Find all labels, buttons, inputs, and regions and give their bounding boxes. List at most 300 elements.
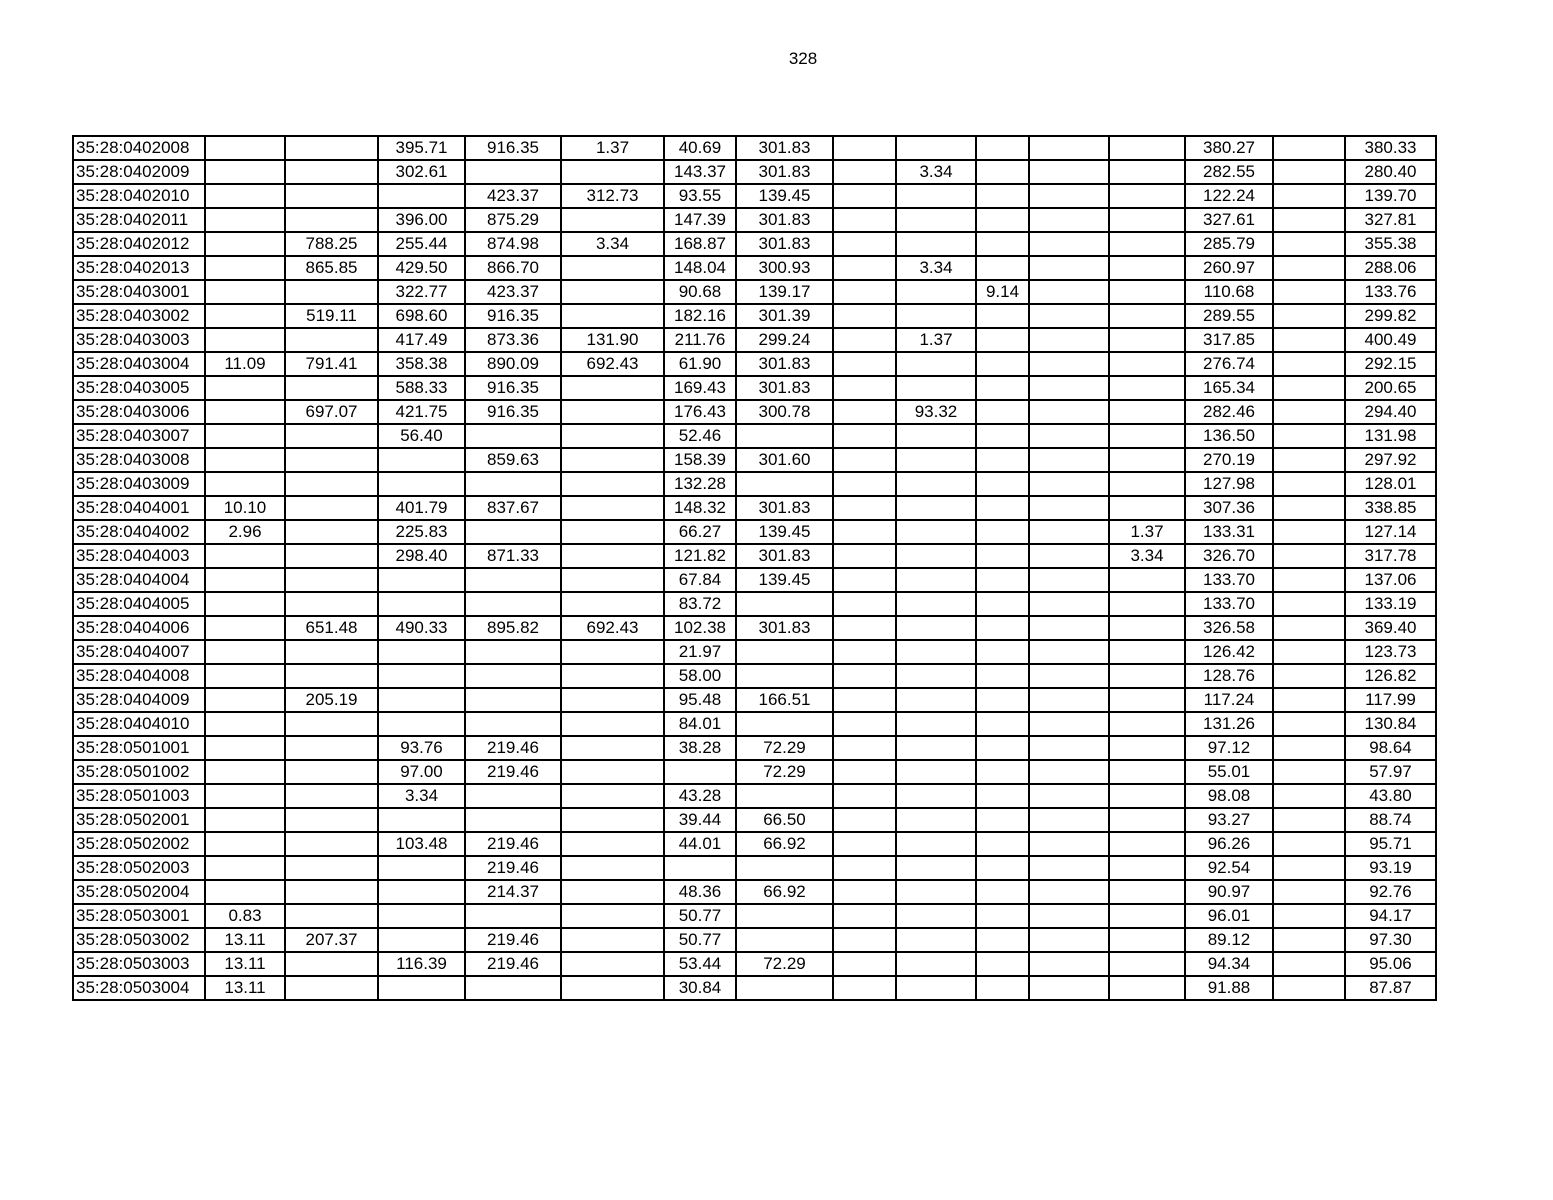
table-cell xyxy=(976,664,1029,688)
table-cell: 158.39 xyxy=(664,448,736,472)
table-cell xyxy=(976,208,1029,232)
table-cell: 13.11 xyxy=(205,952,285,976)
table-cell xyxy=(1109,880,1185,904)
table-row xyxy=(73,664,1436,688)
table-cell xyxy=(561,448,664,472)
table-cell: 423.37 xyxy=(465,184,561,208)
table-cell xyxy=(1109,760,1185,784)
table-cell xyxy=(896,448,976,472)
table-row xyxy=(73,352,1436,376)
table-cell xyxy=(1029,304,1109,328)
table-cell: 133.31 xyxy=(1185,520,1273,544)
table-cell: 200.65 xyxy=(1345,376,1436,400)
table-cell xyxy=(205,568,285,592)
table-cell xyxy=(465,808,561,832)
table-cell xyxy=(561,568,664,592)
table-cell xyxy=(561,544,664,568)
table-cell xyxy=(1273,376,1345,400)
table-cell xyxy=(1273,424,1345,448)
table-cell xyxy=(1109,328,1185,352)
table-row xyxy=(73,376,1436,400)
table-row xyxy=(73,544,1436,568)
table-cell xyxy=(1109,976,1185,1000)
table-cell xyxy=(736,976,833,1000)
table-row xyxy=(73,952,1436,976)
table-cell xyxy=(1109,376,1185,400)
table-cell xyxy=(1029,952,1109,976)
table-cell xyxy=(1029,472,1109,496)
table-cell xyxy=(205,880,285,904)
parcel-id-cell: 35:28:0403008 xyxy=(73,448,205,472)
table-cell xyxy=(285,952,378,976)
table-cell: 66.92 xyxy=(736,832,833,856)
table-cell xyxy=(285,856,378,880)
table-cell: 299.82 xyxy=(1345,304,1436,328)
table-cell xyxy=(1109,664,1185,688)
table-cell: 148.04 xyxy=(664,256,736,280)
table-cell: 57.97 xyxy=(1345,760,1436,784)
table-cell: 94.34 xyxy=(1185,952,1273,976)
table-cell: 859.63 xyxy=(465,448,561,472)
table-cell xyxy=(561,520,664,544)
table-cell xyxy=(1029,784,1109,808)
table-cell xyxy=(205,616,285,640)
table-cell xyxy=(1109,736,1185,760)
table-cell: 219.46 xyxy=(465,736,561,760)
table-cell xyxy=(833,712,896,736)
table-cell: 301.83 xyxy=(736,544,833,568)
table-cell xyxy=(561,760,664,784)
table-cell xyxy=(1109,904,1185,928)
table-cell xyxy=(465,784,561,808)
table-cell: 116.39 xyxy=(378,952,465,976)
table-cell: 299.24 xyxy=(736,328,833,352)
table-cell: 423.37 xyxy=(465,280,561,304)
table-cell: 72.29 xyxy=(736,736,833,760)
table-cell: 43.80 xyxy=(1345,784,1436,808)
table-cell: 52.46 xyxy=(664,424,736,448)
parcel-id-cell: 35:28:0501001 xyxy=(73,736,205,760)
table-cell xyxy=(205,808,285,832)
table-cell xyxy=(1273,232,1345,256)
table-cell xyxy=(976,712,1029,736)
table-cell: 117.24 xyxy=(1185,688,1273,712)
table-cell xyxy=(1029,208,1109,232)
table-cell xyxy=(1273,448,1345,472)
table-cell: 338.85 xyxy=(1345,496,1436,520)
table-cell: 3.34 xyxy=(378,784,465,808)
table-cell xyxy=(561,208,664,232)
parcel-id-cell: 35:28:0502004 xyxy=(73,880,205,904)
table-cell: 43.28 xyxy=(664,784,736,808)
table-cell: 317.85 xyxy=(1185,328,1273,352)
table-cell xyxy=(1029,928,1109,952)
table-cell xyxy=(561,976,664,1000)
table-cell xyxy=(736,784,833,808)
table-cell: 837.67 xyxy=(465,496,561,520)
table-cell xyxy=(561,928,664,952)
table-cell xyxy=(976,448,1029,472)
table-cell xyxy=(1109,928,1185,952)
table-cell: 301.60 xyxy=(736,448,833,472)
table-cell xyxy=(1273,688,1345,712)
parcel-id-cell: 35:28:0404008 xyxy=(73,664,205,688)
table-cell: 97.00 xyxy=(378,760,465,784)
table-row xyxy=(73,280,1436,304)
table-cell: 317.78 xyxy=(1345,544,1436,568)
table-cell: 219.46 xyxy=(465,928,561,952)
table-cell xyxy=(833,328,896,352)
table-cell xyxy=(1029,496,1109,520)
parcel-id-cell: 35:28:0402011 xyxy=(73,208,205,232)
table-cell: 10.10 xyxy=(205,496,285,520)
table-cell xyxy=(378,472,465,496)
table-cell: 176.43 xyxy=(664,400,736,424)
table-cell: 692.43 xyxy=(561,616,664,640)
table-cell xyxy=(465,712,561,736)
table-row xyxy=(73,472,1436,496)
table-cell xyxy=(285,568,378,592)
parcel-id-cell: 35:28:0501003 xyxy=(73,784,205,808)
table-cell xyxy=(833,472,896,496)
table-cell: 298.40 xyxy=(378,544,465,568)
table-cell xyxy=(285,808,378,832)
table-cell xyxy=(1029,568,1109,592)
table-cell: 207.37 xyxy=(285,928,378,952)
table-cell xyxy=(833,784,896,808)
table-cell: 132.28 xyxy=(664,472,736,496)
table-cell xyxy=(285,424,378,448)
table-cell xyxy=(205,784,285,808)
table-row xyxy=(73,736,1436,760)
parcel-id-cell: 35:28:0403004 xyxy=(73,352,205,376)
table-cell xyxy=(205,712,285,736)
table-row xyxy=(73,760,1436,784)
table-cell xyxy=(561,472,664,496)
table-cell xyxy=(1109,592,1185,616)
table-cell: 66.92 xyxy=(736,880,833,904)
table-cell: 871.33 xyxy=(465,544,561,568)
table-cell xyxy=(896,136,976,160)
table-cell xyxy=(896,544,976,568)
table-cell xyxy=(1273,760,1345,784)
table-cell xyxy=(378,856,465,880)
table-cell xyxy=(205,544,285,568)
table-cell: 301.83 xyxy=(736,136,833,160)
table-cell xyxy=(205,424,285,448)
table-cell xyxy=(976,472,1029,496)
table-cell xyxy=(976,736,1029,760)
table-cell xyxy=(896,928,976,952)
table-cell xyxy=(465,904,561,928)
table-cell xyxy=(1029,664,1109,688)
table-cell: 133.70 xyxy=(1185,592,1273,616)
table-cell xyxy=(1029,592,1109,616)
table-cell xyxy=(561,712,664,736)
table-cell xyxy=(1273,328,1345,352)
table-cell xyxy=(833,544,896,568)
table-cell: 166.51 xyxy=(736,688,833,712)
table-cell xyxy=(833,352,896,376)
table-cell: 98.64 xyxy=(1345,736,1436,760)
table-cell: 301.83 xyxy=(736,496,833,520)
table-cell: 301.83 xyxy=(736,208,833,232)
table-cell xyxy=(205,232,285,256)
table-cell xyxy=(1109,280,1185,304)
table-cell xyxy=(1109,808,1185,832)
table-cell xyxy=(976,304,1029,328)
table-cell xyxy=(833,592,896,616)
table-cell xyxy=(976,256,1029,280)
table-cell xyxy=(896,832,976,856)
table-cell xyxy=(285,880,378,904)
table-cell xyxy=(205,688,285,712)
table-cell xyxy=(1273,784,1345,808)
table-cell xyxy=(285,184,378,208)
table-cell xyxy=(1273,616,1345,640)
table-cell: 300.78 xyxy=(736,400,833,424)
table-body xyxy=(73,136,1436,1000)
table-cell: 139.17 xyxy=(736,280,833,304)
table-cell: 395.71 xyxy=(378,136,465,160)
table-cell xyxy=(976,160,1029,184)
parcel-id-cell: 35:28:0403009 xyxy=(73,472,205,496)
table-cell: 72.29 xyxy=(736,760,833,784)
table-cell xyxy=(561,640,664,664)
table-cell: 67.84 xyxy=(664,568,736,592)
table-cell xyxy=(1109,160,1185,184)
table-cell: 103.48 xyxy=(378,832,465,856)
table-cell xyxy=(205,328,285,352)
table-cell: 873.36 xyxy=(465,328,561,352)
table-cell xyxy=(1029,712,1109,736)
table-cell xyxy=(285,448,378,472)
table-cell: 282.46 xyxy=(1185,400,1273,424)
table-row xyxy=(73,448,1436,472)
table-cell xyxy=(976,856,1029,880)
table-cell: 128.76 xyxy=(1185,664,1273,688)
parcel-id-cell: 35:28:0404006 xyxy=(73,616,205,640)
table-cell: 219.46 xyxy=(465,856,561,880)
table-cell xyxy=(378,808,465,832)
table-cell xyxy=(1029,688,1109,712)
table-cell: 369.40 xyxy=(1345,616,1436,640)
table-cell xyxy=(736,664,833,688)
table-cell xyxy=(285,736,378,760)
table-cell xyxy=(205,448,285,472)
parcel-id-cell: 35:28:0404004 xyxy=(73,568,205,592)
table-cell: 182.16 xyxy=(664,304,736,328)
table-cell xyxy=(896,712,976,736)
table-row xyxy=(73,496,1436,520)
table-cell: 294.40 xyxy=(1345,400,1436,424)
table-cell xyxy=(378,928,465,952)
table-cell: 136.50 xyxy=(1185,424,1273,448)
table-cell xyxy=(896,784,976,808)
table-cell xyxy=(1109,784,1185,808)
table-cell: 130.84 xyxy=(1345,712,1436,736)
table-cell: 137.06 xyxy=(1345,568,1436,592)
table-cell xyxy=(561,400,664,424)
table-cell xyxy=(205,760,285,784)
table-cell: 95.48 xyxy=(664,688,736,712)
table-cell: 692.43 xyxy=(561,352,664,376)
table-cell xyxy=(1273,280,1345,304)
table-cell xyxy=(1273,664,1345,688)
table-cell xyxy=(465,472,561,496)
table-cell xyxy=(1273,856,1345,880)
table-cell xyxy=(976,688,1029,712)
table-cell xyxy=(976,880,1029,904)
table-cell: 139.45 xyxy=(736,184,833,208)
table-cell xyxy=(976,184,1029,208)
table-cell: 93.27 xyxy=(1185,808,1273,832)
table-cell: 400.49 xyxy=(1345,328,1436,352)
table-cell xyxy=(561,592,664,616)
table-row xyxy=(73,424,1436,448)
table-cell: 9.14 xyxy=(976,280,1029,304)
table-cell xyxy=(833,688,896,712)
table-cell xyxy=(833,616,896,640)
table-cell xyxy=(561,664,664,688)
table-cell xyxy=(896,856,976,880)
table-cell: 355.38 xyxy=(1345,232,1436,256)
table-cell xyxy=(378,640,465,664)
table-cell: 53.44 xyxy=(664,952,736,976)
table-cell: 55.01 xyxy=(1185,760,1273,784)
table-row xyxy=(73,880,1436,904)
table-cell: 128.01 xyxy=(1345,472,1436,496)
table-cell xyxy=(976,760,1029,784)
table-cell: 301.83 xyxy=(736,160,833,184)
table-cell: 519.11 xyxy=(285,304,378,328)
table-cell xyxy=(833,304,896,328)
table-cell xyxy=(1029,832,1109,856)
table-row xyxy=(73,904,1436,928)
table-row xyxy=(73,568,1436,592)
table-cell xyxy=(285,544,378,568)
table-cell xyxy=(1029,136,1109,160)
table-cell: 292.15 xyxy=(1345,352,1436,376)
table-cell xyxy=(833,856,896,880)
table-cell xyxy=(896,568,976,592)
table-cell: 788.25 xyxy=(285,232,378,256)
table-cell xyxy=(465,592,561,616)
table-cell xyxy=(833,496,896,520)
table-cell xyxy=(976,640,1029,664)
table-cell xyxy=(1273,520,1345,544)
table-cell xyxy=(976,928,1029,952)
table-cell xyxy=(1029,400,1109,424)
table-cell xyxy=(561,304,664,328)
table-cell xyxy=(833,184,896,208)
table-cell: 916.35 xyxy=(465,400,561,424)
table-cell: 96.01 xyxy=(1185,904,1273,928)
table-cell xyxy=(1029,856,1109,880)
table-cell xyxy=(1109,400,1185,424)
table-cell xyxy=(896,616,976,640)
table-cell: 95.06 xyxy=(1345,952,1436,976)
table-cell: 380.27 xyxy=(1185,136,1273,160)
table-cell xyxy=(205,304,285,328)
table-cell xyxy=(285,472,378,496)
parcel-id-cell: 35:28:0502003 xyxy=(73,856,205,880)
table-cell xyxy=(1029,424,1109,448)
table-cell xyxy=(833,232,896,256)
table-cell: 1.37 xyxy=(561,136,664,160)
parcel-id-cell: 35:28:0403002 xyxy=(73,304,205,328)
table-cell: 916.35 xyxy=(465,304,561,328)
table-cell: 93.76 xyxy=(378,736,465,760)
table-cell: 147.39 xyxy=(664,208,736,232)
table-cell xyxy=(205,400,285,424)
table-cell xyxy=(664,760,736,784)
table-cell xyxy=(285,136,378,160)
parcel-id-cell: 35:28:0503004 xyxy=(73,976,205,1000)
table-cell xyxy=(1273,304,1345,328)
table-cell: 282.55 xyxy=(1185,160,1273,184)
table-cell xyxy=(205,640,285,664)
table-cell: 791.41 xyxy=(285,352,378,376)
table-cell: 30.84 xyxy=(664,976,736,1000)
table-cell: 2.96 xyxy=(205,520,285,544)
table-cell xyxy=(833,976,896,1000)
table-cell xyxy=(1109,472,1185,496)
table-cell xyxy=(1273,400,1345,424)
table-cell xyxy=(465,640,561,664)
table-cell xyxy=(378,688,465,712)
table-cell xyxy=(285,664,378,688)
table-cell xyxy=(896,880,976,904)
table-cell xyxy=(976,136,1029,160)
table-cell xyxy=(1029,280,1109,304)
table-cell: 211.76 xyxy=(664,328,736,352)
table-cell xyxy=(465,568,561,592)
table-cell xyxy=(1029,616,1109,640)
table-cell xyxy=(378,712,465,736)
table-cell: 225.83 xyxy=(378,520,465,544)
table-cell xyxy=(833,400,896,424)
table-cell: 276.74 xyxy=(1185,352,1273,376)
table-cell xyxy=(833,880,896,904)
table-cell xyxy=(285,280,378,304)
table-cell xyxy=(285,904,378,928)
table-cell xyxy=(1273,712,1345,736)
table-cell xyxy=(1273,808,1345,832)
table-cell xyxy=(1273,352,1345,376)
table-cell xyxy=(561,880,664,904)
parcel-id-cell: 35:28:0402013 xyxy=(73,256,205,280)
table-cell xyxy=(205,832,285,856)
table-cell xyxy=(896,376,976,400)
table-cell xyxy=(896,208,976,232)
table-cell xyxy=(561,424,664,448)
table-cell: 123.73 xyxy=(1345,640,1436,664)
table-cell xyxy=(205,664,285,688)
table-cell: 280.40 xyxy=(1345,160,1436,184)
table-cell xyxy=(833,136,896,160)
table-row xyxy=(73,808,1436,832)
table-cell xyxy=(833,760,896,784)
table-cell xyxy=(896,304,976,328)
table-row xyxy=(73,856,1436,880)
table-cell: 1.37 xyxy=(896,328,976,352)
table-cell xyxy=(285,760,378,784)
table-cell xyxy=(896,184,976,208)
table-cell xyxy=(736,712,833,736)
table-cell xyxy=(205,256,285,280)
table-cell: 44.01 xyxy=(664,832,736,856)
